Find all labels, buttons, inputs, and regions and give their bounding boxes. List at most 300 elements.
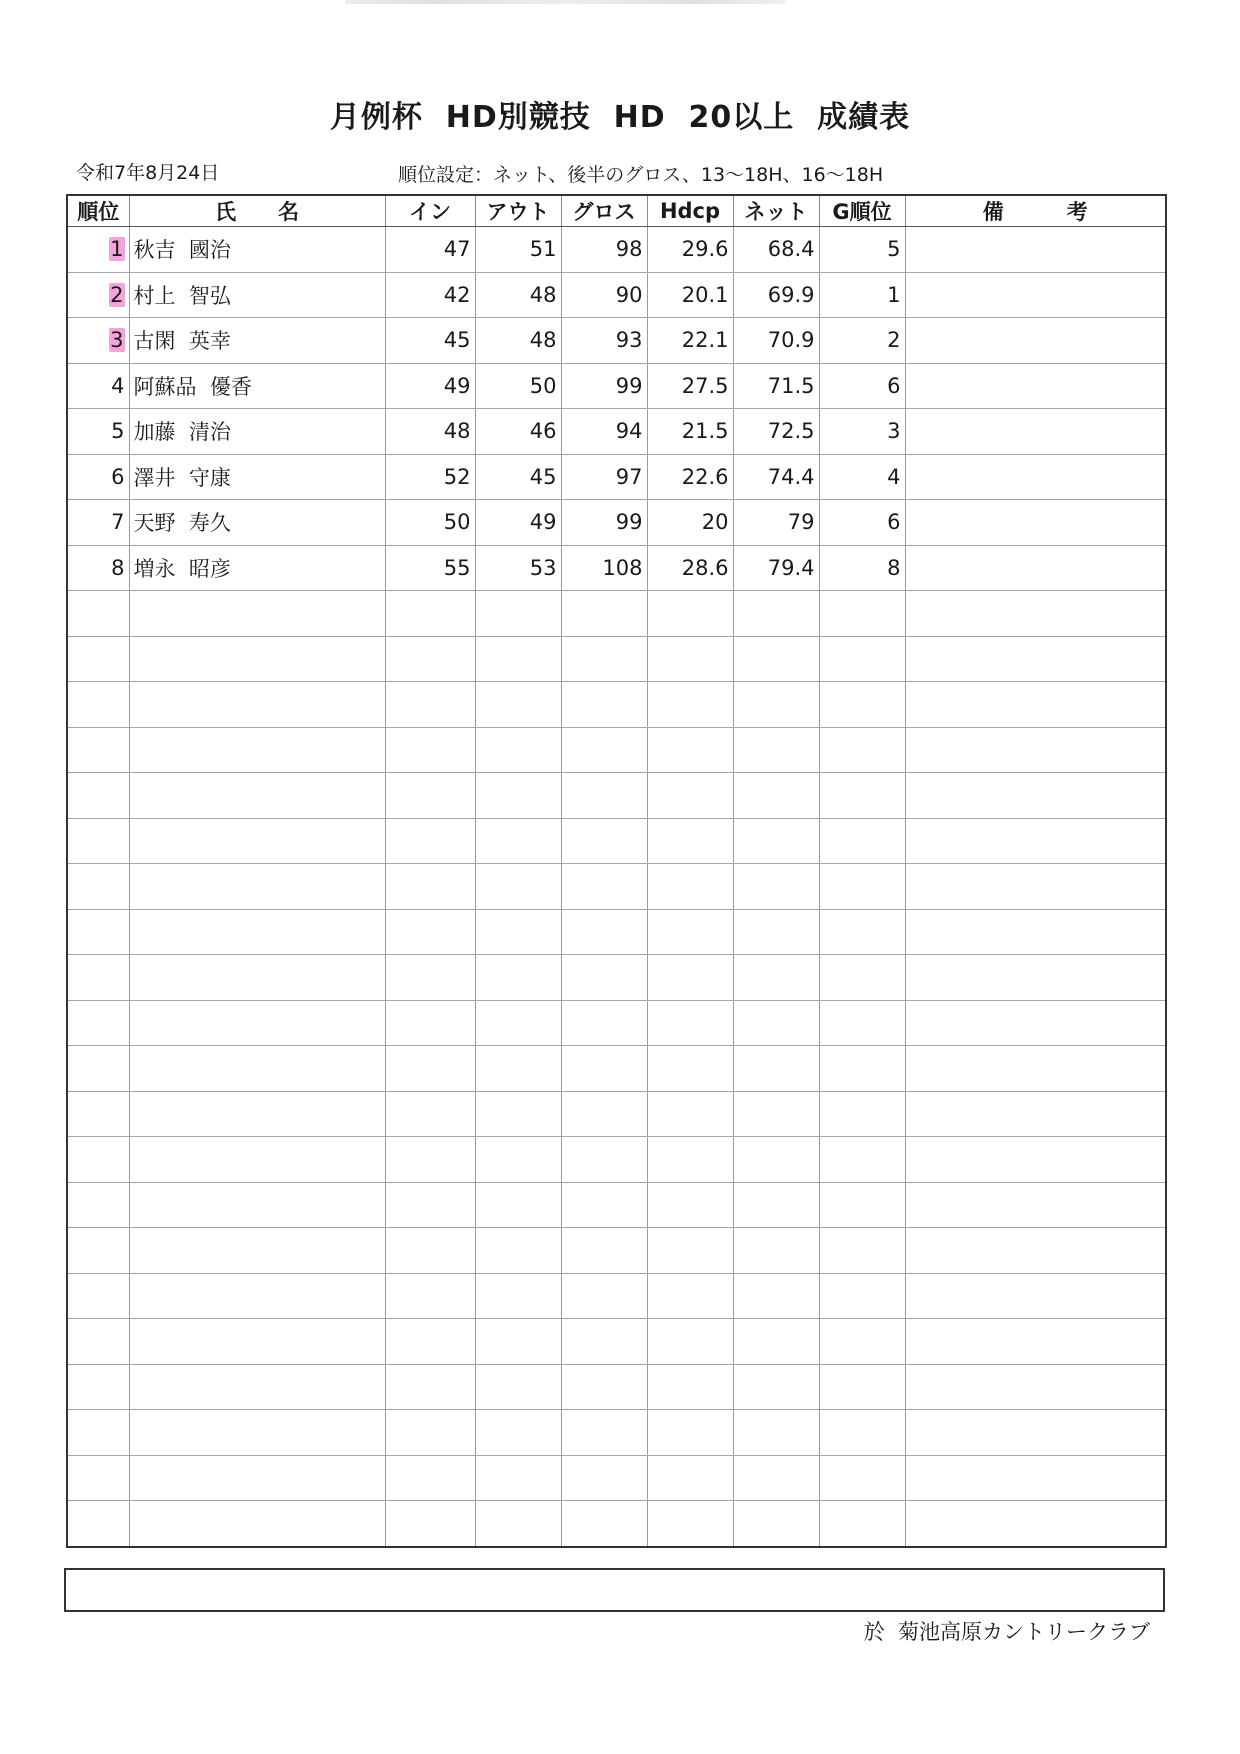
cell-out xyxy=(475,1000,561,1046)
cell-out: 53 xyxy=(475,545,561,591)
cell-in xyxy=(385,909,475,955)
empty-table-row xyxy=(67,727,1166,773)
cell-remarks xyxy=(905,545,1166,591)
cell-g-rank: 2 xyxy=(819,318,905,364)
cell-gross: 94 xyxy=(561,409,647,455)
table-row xyxy=(67,272,1166,318)
cell-name xyxy=(129,955,385,1001)
rank-highlight-mark: 3 xyxy=(110,328,124,353)
header-remarks: 備 考 xyxy=(905,195,1166,227)
cell-net xyxy=(733,773,819,819)
cell-remarks xyxy=(905,1182,1166,1228)
empty-table-row xyxy=(67,1410,1166,1456)
cell-g-rank xyxy=(819,1046,905,1092)
cell-net xyxy=(733,1410,819,1456)
cell-name: 澤井 守康 xyxy=(129,454,385,500)
cell-rank: 4 xyxy=(67,363,129,409)
header-hdcp: Hdcp xyxy=(647,195,733,227)
table-header-row xyxy=(67,195,1166,227)
cell-in xyxy=(385,682,475,728)
cell-remarks xyxy=(905,727,1166,773)
cell-in xyxy=(385,1000,475,1046)
cell-net xyxy=(733,682,819,728)
cell-name xyxy=(129,1000,385,1046)
cell-remarks xyxy=(905,636,1166,682)
cell-rank xyxy=(67,1319,129,1365)
cell-rank xyxy=(67,591,129,637)
cell-out xyxy=(475,1046,561,1092)
rank-highlight-mark: 2 xyxy=(110,282,124,307)
cell-out xyxy=(475,1091,561,1137)
cell-remarks xyxy=(905,1501,1166,1547)
cell-hdcp xyxy=(647,1046,733,1092)
rank-highlight-mark: 1 xyxy=(110,237,124,262)
cell-gross: 99 xyxy=(561,363,647,409)
cell-remarks xyxy=(905,500,1166,546)
cell-in: 47 xyxy=(385,227,475,273)
cell-hdcp xyxy=(647,1000,733,1046)
cell-remarks xyxy=(905,363,1166,409)
cell-in xyxy=(385,1046,475,1092)
cell-hdcp xyxy=(647,1137,733,1183)
header-g-rank: G順位 xyxy=(819,195,905,227)
cell-net xyxy=(733,1455,819,1501)
cell-name xyxy=(129,1273,385,1319)
cell-gross xyxy=(561,636,647,682)
cell-out: 49 xyxy=(475,500,561,546)
cell-rank xyxy=(67,1046,129,1092)
cell-g-rank: 6 xyxy=(819,363,905,409)
cell-remarks xyxy=(905,1364,1166,1410)
cell-hdcp xyxy=(647,955,733,1001)
cell-name: 増永 昭彦 xyxy=(129,545,385,591)
cell-name xyxy=(129,1364,385,1410)
cell-hdcp xyxy=(647,1228,733,1274)
cell-hdcp: 22.1 xyxy=(647,318,733,364)
cell-net xyxy=(733,909,819,955)
cell-net xyxy=(733,818,819,864)
cell-in xyxy=(385,1091,475,1137)
cell-hdcp xyxy=(647,591,733,637)
table-row xyxy=(67,363,1166,409)
cell-hdcp xyxy=(647,682,733,728)
empty-table-row xyxy=(67,1000,1166,1046)
cell-in xyxy=(385,1228,475,1274)
cell-out: 48 xyxy=(475,272,561,318)
cell-out xyxy=(475,1364,561,1410)
cell-hdcp xyxy=(647,636,733,682)
cell-gross xyxy=(561,591,647,637)
cell-net xyxy=(733,1319,819,1365)
cell-g-rank: 8 xyxy=(819,545,905,591)
header-in: イン xyxy=(385,195,475,227)
cell-g-rank: 4 xyxy=(819,454,905,500)
cell-out xyxy=(475,955,561,1001)
results-table xyxy=(66,194,1167,1548)
cell-name xyxy=(129,636,385,682)
cell-in xyxy=(385,1319,475,1365)
cell-net xyxy=(733,1273,819,1319)
cell-net xyxy=(733,1137,819,1183)
cell-gross xyxy=(561,1410,647,1456)
cell-in xyxy=(385,636,475,682)
cell-in xyxy=(385,1182,475,1228)
cell-net xyxy=(733,1046,819,1092)
cell-gross: 97 xyxy=(561,454,647,500)
cell-in xyxy=(385,1364,475,1410)
cell-in xyxy=(385,1137,475,1183)
cell-hdcp: 29.6 xyxy=(647,227,733,273)
cell-remarks xyxy=(905,773,1166,819)
cell-in: 42 xyxy=(385,272,475,318)
cell-name xyxy=(129,1501,385,1547)
cell-gross xyxy=(561,1273,647,1319)
cell-out xyxy=(475,1137,561,1183)
remarks-box xyxy=(64,1568,1165,1612)
venue-label: 於 菊池高原カントリークラブ xyxy=(863,1620,1150,1644)
cell-out: 46 xyxy=(475,409,561,455)
cell-hdcp: 20.1 xyxy=(647,272,733,318)
cell-name xyxy=(129,591,385,637)
cell-rank xyxy=(67,955,129,1001)
cell-out xyxy=(475,1228,561,1274)
cell-name xyxy=(129,773,385,819)
cell-hdcp xyxy=(647,1364,733,1410)
cell-g-rank: 5 xyxy=(819,227,905,273)
cell-net xyxy=(733,727,819,773)
cell-gross xyxy=(561,1046,647,1092)
cell-net: 71.5 xyxy=(733,363,819,409)
cell-remarks xyxy=(905,318,1166,364)
table-row xyxy=(67,409,1166,455)
cell-g-rank xyxy=(819,818,905,864)
cell-gross xyxy=(561,955,647,1001)
cell-gross xyxy=(561,1000,647,1046)
cell-rank xyxy=(67,727,129,773)
cell-rank xyxy=(67,682,129,728)
cell-gross xyxy=(561,1182,647,1228)
cell-in xyxy=(385,591,475,637)
cell-in: 48 xyxy=(385,409,475,455)
table-row xyxy=(67,454,1166,500)
cell-gross xyxy=(561,1091,647,1137)
page-title: 月例杯 HD別競技 HD 20以上 成績表 xyxy=(329,100,911,135)
cell-in xyxy=(385,818,475,864)
cell-gross xyxy=(561,1319,647,1365)
empty-table-row xyxy=(67,1501,1166,1547)
results-body xyxy=(67,227,1166,1547)
cell-out xyxy=(475,1273,561,1319)
cell-out xyxy=(475,909,561,955)
cell-gross xyxy=(561,909,647,955)
cell-g-rank xyxy=(819,1182,905,1228)
header-name: 氏 名 xyxy=(129,195,385,227)
cell-out xyxy=(475,727,561,773)
cell-gross xyxy=(561,1455,647,1501)
cell-net xyxy=(733,1000,819,1046)
cell-hdcp: 28.6 xyxy=(647,545,733,591)
cell-g-rank xyxy=(819,1455,905,1501)
cell-g-rank xyxy=(819,909,905,955)
event-date: 令和7年8月24日 xyxy=(76,162,220,184)
cell-name xyxy=(129,1455,385,1501)
cell-name xyxy=(129,1410,385,1456)
cell-hdcp xyxy=(647,1410,733,1456)
empty-table-row xyxy=(67,1455,1166,1501)
cell-in xyxy=(385,727,475,773)
cell-g-rank: 6 xyxy=(819,500,905,546)
cell-rank xyxy=(67,1455,129,1501)
cell-rank xyxy=(67,864,129,910)
cell-g-rank xyxy=(819,773,905,819)
cell-hdcp xyxy=(647,1182,733,1228)
table-row xyxy=(67,318,1166,364)
cell-g-rank xyxy=(819,682,905,728)
cell-out xyxy=(475,864,561,910)
cell-gross: 93 xyxy=(561,318,647,364)
cell-remarks xyxy=(905,454,1166,500)
cell-remarks xyxy=(905,864,1166,910)
cell-hdcp xyxy=(647,1091,733,1137)
cell-out: 50 xyxy=(475,363,561,409)
cell-net xyxy=(733,1228,819,1274)
cell-g-rank xyxy=(819,864,905,910)
cell-remarks xyxy=(905,1091,1166,1137)
cell-in xyxy=(385,1501,475,1547)
cell-name: 秋吉 國治 xyxy=(129,227,385,273)
cell-rank xyxy=(67,1091,129,1137)
cell-rank xyxy=(67,318,129,364)
empty-table-row xyxy=(67,773,1166,819)
cell-out xyxy=(475,1410,561,1456)
cell-rank: 5 xyxy=(67,409,129,455)
cell-remarks xyxy=(905,591,1166,637)
empty-table-row xyxy=(67,1182,1166,1228)
cell-net: 72.5 xyxy=(733,409,819,455)
cell-in: 49 xyxy=(385,363,475,409)
table-row xyxy=(67,500,1166,546)
cell-in xyxy=(385,1410,475,1456)
cell-g-rank xyxy=(819,1319,905,1365)
empty-table-row xyxy=(67,1228,1166,1274)
cell-remarks xyxy=(905,1137,1166,1183)
cell-g-rank xyxy=(819,955,905,1001)
cell-g-rank xyxy=(819,727,905,773)
cell-name xyxy=(129,909,385,955)
cell-rank xyxy=(67,1182,129,1228)
cell-g-rank xyxy=(819,1091,905,1137)
cell-rank xyxy=(67,773,129,819)
cell-out: 45 xyxy=(475,454,561,500)
cell-in: 55 xyxy=(385,545,475,591)
cell-net: 69.9 xyxy=(733,272,819,318)
cell-hdcp xyxy=(647,909,733,955)
cell-hdcp xyxy=(647,773,733,819)
cell-net xyxy=(733,591,819,637)
empty-table-row xyxy=(67,955,1166,1001)
cell-gross: 99 xyxy=(561,500,647,546)
cell-hdcp xyxy=(647,727,733,773)
cell-net xyxy=(733,955,819,1001)
cell-rank xyxy=(67,1273,129,1319)
cell-hdcp xyxy=(647,1455,733,1501)
cell-gross: 90 xyxy=(561,272,647,318)
cell-rank xyxy=(67,1410,129,1456)
cell-name xyxy=(129,727,385,773)
cell-in: 45 xyxy=(385,318,475,364)
cell-rank xyxy=(67,1137,129,1183)
cell-remarks xyxy=(905,682,1166,728)
header-rank: 順位 xyxy=(67,195,129,227)
cell-g-rank xyxy=(819,591,905,637)
cell-g-rank xyxy=(819,1000,905,1046)
cell-hdcp xyxy=(647,1501,733,1547)
cell-gross xyxy=(561,727,647,773)
scan-artifact-bar xyxy=(345,0,785,4)
cell-out xyxy=(475,1455,561,1501)
empty-table-row xyxy=(67,591,1166,637)
cell-net: 68.4 xyxy=(733,227,819,273)
cell-hdcp: 22.6 xyxy=(647,454,733,500)
cell-rank xyxy=(67,818,129,864)
cell-g-rank: 1 xyxy=(819,272,905,318)
cell-remarks xyxy=(905,227,1166,273)
cell-out xyxy=(475,1319,561,1365)
cell-rank xyxy=(67,1364,129,1410)
cell-out: 48 xyxy=(475,318,561,364)
empty-table-row xyxy=(67,1319,1166,1365)
cell-in xyxy=(385,864,475,910)
cell-name xyxy=(129,1046,385,1092)
cell-in xyxy=(385,955,475,1001)
cell-remarks xyxy=(905,1455,1166,1501)
cell-out xyxy=(475,773,561,819)
cell-net xyxy=(733,636,819,682)
cell-remarks xyxy=(905,1410,1166,1456)
cell-gross xyxy=(561,1228,647,1274)
cell-rank xyxy=(67,1000,129,1046)
cell-rank xyxy=(67,1228,129,1274)
cell-hdcp xyxy=(647,1319,733,1365)
cell-rank xyxy=(67,636,129,682)
cell-in xyxy=(385,1273,475,1319)
header-net: ネット xyxy=(733,195,819,227)
cell-g-rank xyxy=(819,1501,905,1547)
cell-name xyxy=(129,1182,385,1228)
cell-hdcp: 27.5 xyxy=(647,363,733,409)
cell-gross xyxy=(561,1364,647,1410)
cell-name: 天野 寿久 xyxy=(129,500,385,546)
cell-g-rank xyxy=(819,1273,905,1319)
cell-net xyxy=(733,1091,819,1137)
cell-rank xyxy=(67,1501,129,1547)
cell-in: 52 xyxy=(385,454,475,500)
cell-out: 51 xyxy=(475,227,561,273)
table-row xyxy=(67,227,1166,273)
cell-hdcp xyxy=(647,1273,733,1319)
cell-rank: 7 xyxy=(67,500,129,546)
cell-out xyxy=(475,818,561,864)
cell-out xyxy=(475,1182,561,1228)
cell-gross xyxy=(561,773,647,819)
cell-gross xyxy=(561,818,647,864)
cell-in xyxy=(385,773,475,819)
cell-net xyxy=(733,1501,819,1547)
cell-hdcp xyxy=(647,818,733,864)
cell-gross xyxy=(561,682,647,728)
empty-table-row xyxy=(67,636,1166,682)
rank-setting-note: 順位設定：ネット、後半のグロス、13～18H、16～18H xyxy=(398,164,884,186)
cell-net xyxy=(733,1364,819,1410)
cell-remarks xyxy=(905,909,1166,955)
cell-in: 50 xyxy=(385,500,475,546)
cell-name xyxy=(129,682,385,728)
cell-rank xyxy=(67,272,129,318)
cell-gross xyxy=(561,864,647,910)
empty-table-row xyxy=(67,1364,1166,1410)
cell-g-rank xyxy=(819,1228,905,1274)
empty-table-row xyxy=(67,818,1166,864)
header-out: アウト xyxy=(475,195,561,227)
cell-rank: 6 xyxy=(67,454,129,500)
cell-out xyxy=(475,636,561,682)
cell-net xyxy=(733,864,819,910)
cell-g-rank xyxy=(819,1137,905,1183)
cell-g-rank xyxy=(819,636,905,682)
empty-table-row xyxy=(67,1273,1166,1319)
cell-remarks xyxy=(905,955,1166,1001)
cell-name: 村上 智弘 xyxy=(129,272,385,318)
cell-hdcp: 20 xyxy=(647,500,733,546)
cell-remarks xyxy=(905,272,1166,318)
cell-out xyxy=(475,1501,561,1547)
empty-table-row xyxy=(67,1091,1166,1137)
cell-in xyxy=(385,1455,475,1501)
table-row xyxy=(67,545,1166,591)
cell-net: 79 xyxy=(733,500,819,546)
cell-name xyxy=(129,1319,385,1365)
cell-net: 74.4 xyxy=(733,454,819,500)
empty-table-row xyxy=(67,1046,1166,1092)
cell-remarks xyxy=(905,818,1166,864)
cell-name xyxy=(129,1137,385,1183)
cell-remarks xyxy=(905,409,1166,455)
cell-name: 古閑 英幸 xyxy=(129,318,385,364)
cell-remarks xyxy=(905,1228,1166,1274)
empty-table-row xyxy=(67,909,1166,955)
cell-remarks xyxy=(905,1273,1166,1319)
cell-name xyxy=(129,1091,385,1137)
cell-net: 79.4 xyxy=(733,545,819,591)
cell-net xyxy=(733,1182,819,1228)
cell-rank xyxy=(67,909,129,955)
cell-gross xyxy=(561,1137,647,1183)
cell-out xyxy=(475,591,561,637)
cell-remarks xyxy=(905,1046,1166,1092)
cell-name: 阿蘇品 優香 xyxy=(129,363,385,409)
cell-name xyxy=(129,864,385,910)
cell-remarks xyxy=(905,1000,1166,1046)
empty-table-row xyxy=(67,682,1166,728)
cell-name xyxy=(129,818,385,864)
cell-net: 70.9 xyxy=(733,318,819,364)
cell-out xyxy=(475,682,561,728)
cell-gross xyxy=(561,1501,647,1547)
cell-g-rank xyxy=(819,1364,905,1410)
cell-name: 加藤 清治 xyxy=(129,409,385,455)
cell-gross: 98 xyxy=(561,227,647,273)
cell-g-rank: 3 xyxy=(819,409,905,455)
